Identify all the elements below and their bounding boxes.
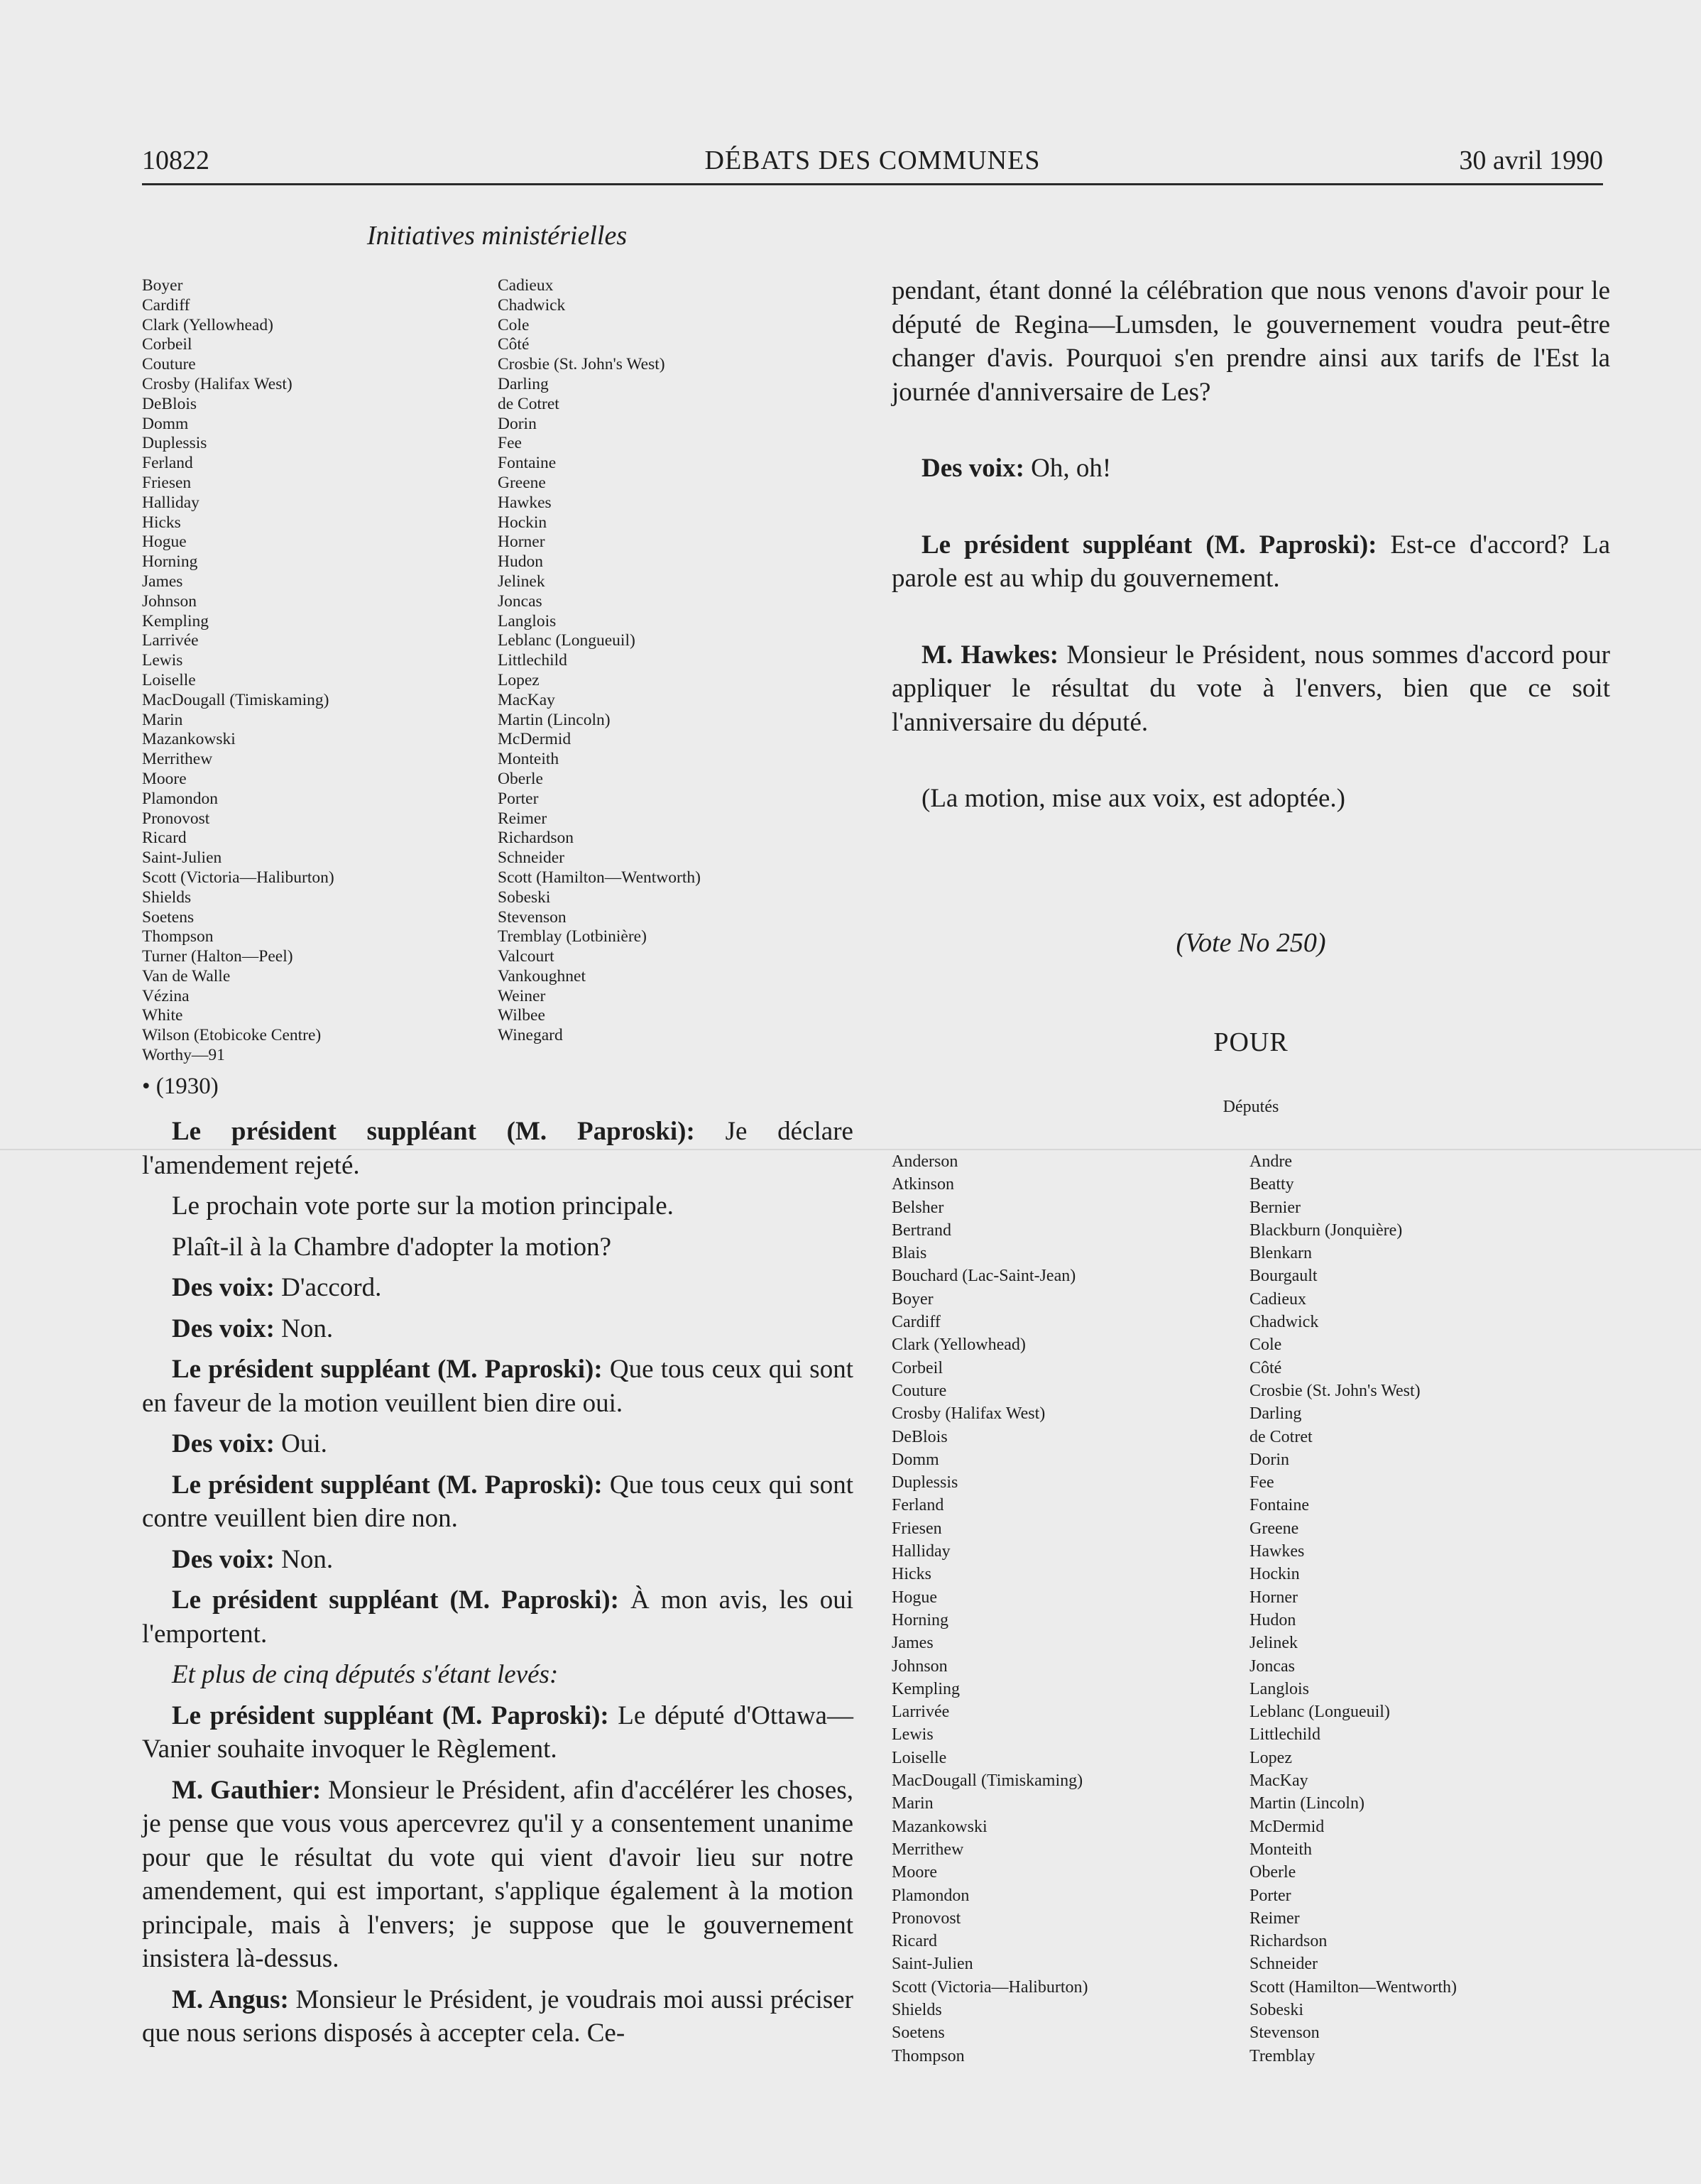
paragraph — [142, 1583, 853, 1651]
member-name: DeBlois — [892, 1427, 948, 1446]
paragraph — [892, 782, 1610, 816]
paragraph — [892, 638, 1610, 740]
section-title: Initiatives ministérielles — [366, 221, 628, 251]
member-name: Tremblay — [1249, 2046, 1316, 2065]
paragraph — [142, 1468, 853, 1536]
member-name: Greene — [498, 473, 546, 492]
member-name: Horner — [1249, 1588, 1298, 1607]
member-name: Langlois — [1249, 1679, 1309, 1698]
member-name: Martin (Lincoln) — [498, 710, 611, 729]
member-name: Crosby (Halifax West) — [142, 374, 292, 393]
member-name: Hudon — [498, 552, 543, 572]
member-name: Lopez — [498, 670, 540, 689]
member-name: Couture — [892, 1381, 947, 1400]
member-name: Oberle — [498, 769, 543, 788]
member-name: Larrivée — [142, 631, 199, 650]
member-name: Wilson (Etobicoke Centre) — [142, 1026, 322, 1045]
speaker-label: Des voix: — [172, 1429, 275, 1458]
member-name: Mazankowski — [892, 1817, 988, 1836]
member-name: Pronovost — [142, 809, 210, 828]
member-name: Ricard — [892, 1932, 937, 1951]
vote-sublabel: Députés — [1223, 1098, 1279, 1116]
member-name: Corbeil — [892, 1358, 943, 1377]
member-name: Larrivée — [892, 1703, 950, 1722]
member-name: Darling — [498, 374, 549, 393]
paragraph-text: Est-ce d'accord? La parole est au whip du gouvernement. — [892, 530, 1610, 593]
vote-number: (Vote No 250) — [1176, 928, 1326, 958]
paragraph-text: Je déclare l'amendement rejeté. — [142, 1117, 853, 1180]
paragraph-text: Plaît-il à la Chambre d'adopter la motion? — [172, 1232, 612, 1262]
paragraph-text: Oh, oh! — [1024, 454, 1112, 483]
member-name: DeBlois — [142, 394, 197, 413]
member-name: Marin — [142, 710, 183, 729]
speaker-label: M. Hawkes: — [921, 640, 1059, 670]
member-name: Littlechild — [498, 651, 567, 670]
paragraph-text: Non. — [274, 1544, 334, 1574]
member-name: Crosbie (St. John's West) — [498, 355, 665, 374]
member-name: Moore — [892, 1863, 937, 1882]
header-date: 30 avril 1990 — [1459, 146, 1603, 175]
member-name: James — [892, 1634, 934, 1653]
left-names-column-2 — [498, 276, 701, 1046]
speaker-label: Le président suppléant (M. Paproski): — [172, 1700, 609, 1730]
paragraph — [142, 1189, 853, 1223]
paragraph-text: Le député d'Ottawa—Vanier souhaite invoquer le Règlement. — [142, 1700, 853, 1764]
member-name: Schneider — [1249, 1955, 1318, 1974]
member-name: Winegard — [498, 1026, 563, 1045]
member-name: Beatty — [1249, 1175, 1294, 1194]
member-name: Bourgault — [1249, 1267, 1318, 1286]
member-name: Saint-Julien — [142, 848, 222, 868]
member-name: Cole — [1249, 1336, 1282, 1355]
member-name: Hockin — [1249, 1565, 1300, 1584]
member-name: Blais — [892, 1244, 927, 1263]
member-name: Blackburn (Jonquière) — [1249, 1221, 1403, 1240]
member-name: Boyer — [142, 276, 183, 295]
member-name: Soetens — [142, 907, 195, 927]
member-name: Valcourt — [498, 947, 554, 966]
paragraph-text: Et plus de cinq députés s'étant levés: — [172, 1660, 559, 1689]
member-name: Vézina — [142, 986, 190, 1005]
speaker-label: Le président suppléant (M. Paproski): — [921, 530, 1377, 559]
paragraph-text: (La motion, mise aux voix, est adoptée.) — [921, 784, 1345, 813]
member-name: Hawkes — [1249, 1542, 1305, 1561]
member-name: Andre — [1249, 1152, 1292, 1171]
member-name: Plamondon — [142, 789, 219, 808]
member-name: Moore — [142, 769, 187, 788]
member-name: Hogue — [142, 533, 187, 552]
member-name: Halliday — [142, 493, 199, 512]
paragraph — [142, 1427, 853, 1461]
page-header — [142, 145, 1603, 179]
member-name: Ricard — [142, 829, 187, 848]
member-name: Ferland — [142, 454, 193, 473]
member-name: Van de Walle — [142, 966, 231, 985]
member-name: Merrithew — [142, 750, 213, 769]
speaker-label: M. Gauthier: — [172, 1775, 322, 1805]
member-name: Tremblay (Lotbinière) — [498, 927, 647, 946]
member-name: Soetens — [892, 2024, 945, 2043]
member-name: Friesen — [142, 473, 192, 492]
paragraph — [142, 1983, 853, 2051]
running-title: DÉBATS DES COMMUNES — [704, 146, 1041, 175]
member-name: Plamondon — [892, 1886, 970, 1905]
member-name: Porter — [1249, 1886, 1291, 1905]
member-name: Reimer — [1249, 1909, 1300, 1928]
right-prose — [892, 274, 1610, 816]
member-name: Bouchard (Lac-Saint-Jean) — [892, 1267, 1076, 1286]
member-name: Mazankowski — [142, 730, 236, 749]
member-name: Leblanc (Longueuil) — [498, 631, 635, 650]
member-name: Bertrand — [892, 1221, 951, 1240]
paragraph — [892, 452, 1610, 486]
member-name: McDermid — [498, 730, 571, 749]
paragraph — [892, 274, 1610, 409]
member-name: MacDougall (Timiskaming) — [892, 1771, 1083, 1791]
member-name: Kempling — [142, 611, 209, 630]
member-name: Monteith — [498, 750, 559, 769]
member-name: Shields — [892, 2000, 942, 2019]
member-name: MacDougall (Timiskaming) — [142, 690, 329, 709]
paragraph — [892, 528, 1610, 596]
member-name: Couture — [142, 355, 196, 374]
member-name: Horner — [498, 533, 545, 552]
paragraph — [142, 1774, 853, 1976]
member-name: Marin — [892, 1794, 934, 1813]
member-name: Bernier — [1249, 1198, 1301, 1217]
speaker-label: Le président suppléant (M. Paproski): — [172, 1585, 619, 1615]
member-name: Reimer — [498, 809, 547, 828]
member-name: Chadwick — [1249, 1313, 1319, 1332]
paragraph-text: Monsieur le Président, je voudrais moi aussi préciser que nous serions disposés à accepter cela. Ce- — [142, 1984, 853, 2048]
member-name: Crosby (Halifax West) — [892, 1404, 1046, 1424]
member-name: Domm — [892, 1450, 939, 1469]
member-name: Hicks — [892, 1565, 931, 1584]
member-name: Hawkes — [498, 493, 552, 512]
member-name: Hockin — [498, 513, 547, 532]
member-name: Jelinek — [498, 572, 545, 591]
member-name: Vankoughnet — [498, 966, 586, 985]
paragraph-text: Oui. — [274, 1429, 327, 1458]
paragraph-text: Monsieur le Président, nous sommes d'accord pour appliquer le résultat du vote à l'envers, bien que ce soit l'anniversaire du député. — [892, 640, 1610, 737]
member-name: Atkinson — [892, 1175, 955, 1194]
paragraph-text: Le prochain vote porte sur la motion principale. — [172, 1191, 674, 1221]
member-name: Sobeski — [498, 888, 551, 907]
right-names-column-1 — [892, 1150, 1088, 2068]
member-name: Lewis — [142, 651, 183, 670]
member-name: Scott (Victoria—Haliburton) — [142, 868, 334, 887]
page-number: 10822 — [142, 146, 209, 175]
member-name: Joncas — [1249, 1656, 1295, 1676]
paragraph-text: pendant, étant donné la célébration que nous venons d'avoir pour le député de Regina—Lumsden, le gouvernement voudra peut-être changer d'avis. Pourquoi s'en prendre ainsi aux tarifs de l'Est la journée d'anniversaire de Les? — [892, 276, 1610, 407]
member-name: Langlois — [498, 611, 557, 630]
member-name: Thompson — [892, 2046, 965, 2065]
member-name: Richardson — [498, 829, 574, 848]
member-name: Turner (Halton—Peel) — [142, 947, 293, 966]
member-name: Hogue — [892, 1588, 937, 1607]
member-name: Merrithew — [892, 1840, 964, 1859]
paragraph-text: Que tous ceux qui sont en faveur de la motion veuillent bien dire oui. — [142, 1355, 853, 1418]
member-name: Shields — [142, 888, 192, 907]
member-name: Leblanc (Longueuil) — [1249, 1703, 1390, 1722]
member-name: White — [142, 1006, 183, 1025]
member-name: Wilbee — [498, 1006, 545, 1025]
member-name: Chadwick — [498, 295, 566, 315]
speaker-label: Le président suppléant (M. Paproski): — [172, 1117, 695, 1146]
paragraph — [142, 1312, 853, 1346]
member-name: Darling — [1249, 1404, 1302, 1424]
member-name: James — [142, 572, 183, 591]
header-rule — [142, 183, 1603, 185]
member-name: Fee — [1249, 1473, 1274, 1492]
paragraph — [142, 1543, 853, 1577]
member-name: Schneider — [498, 848, 564, 868]
member-name: McDermid — [1249, 1817, 1325, 1836]
member-name: Boyer — [892, 1289, 934, 1309]
member-name: Worthy—91 — [142, 1046, 225, 1065]
member-name: Loiselle — [892, 1748, 947, 1767]
member-name: Kempling — [892, 1679, 960, 1698]
member-name: Saint-Julien — [892, 1955, 973, 1974]
page-fold-line — [0, 1149, 1701, 1150]
left-prose — [142, 1115, 853, 2058]
member-name: Joncas — [498, 591, 542, 611]
member-name: Fee — [498, 434, 522, 453]
member-name: Richardson — [1249, 1932, 1328, 1951]
member-name: Scott (Hamilton—Wentworth) — [498, 868, 701, 887]
member-name: Corbeil — [142, 335, 192, 354]
speaker-label: Des voix: — [172, 1273, 275, 1302]
member-name: Lewis — [892, 1725, 934, 1745]
member-name: Halliday — [892, 1542, 951, 1561]
member-name: Ferland — [892, 1496, 944, 1515]
member-name: MacKay — [1249, 1771, 1308, 1791]
member-name: Loiselle — [142, 670, 196, 689]
member-name: Friesen — [892, 1519, 942, 1538]
member-name: Martin (Lincoln) — [1249, 1794, 1364, 1813]
time-marker: • (1930) — [142, 1074, 219, 1099]
left-names-column-1 — [142, 276, 334, 1066]
member-name: Johnson — [142, 591, 197, 611]
member-name: Weiner — [498, 986, 546, 1005]
speaker-label: Des voix: — [172, 1314, 275, 1343]
member-name: Dorin — [1249, 1450, 1289, 1469]
member-name: Anderson — [892, 1152, 958, 1171]
member-name: Crosbie (St. John's West) — [1249, 1381, 1421, 1400]
member-name: Blenkarn — [1249, 1244, 1312, 1263]
member-name: Jelinek — [1249, 1634, 1298, 1653]
member-name: de Cotret — [498, 394, 559, 413]
speaker-label: Le président suppléant (M. Paproski): — [172, 1470, 603, 1500]
member-name: Johnson — [892, 1656, 948, 1676]
member-name: Cole — [498, 315, 530, 334]
member-name: Oberle — [1249, 1863, 1296, 1882]
member-name: Littlechild — [1249, 1725, 1320, 1745]
paragraph-text: Monsieur le Président, afin d'accélérer les choses, je pense que vous vous apercevrez qu'il y a consentement unanime pour que le résultat du vote qui vient d'avoir lieu sur notre amendement, qui est important, s'applique également à la motion principale, mais à l'envers; je suppose que le gouvernement insistera là-dessus. — [142, 1775, 853, 1973]
vote-label: POUR — [1213, 1027, 1289, 1057]
paragraph-text: D'accord. — [274, 1273, 382, 1302]
member-name: Cardiff — [892, 1313, 941, 1332]
member-name: Dorin — [498, 414, 537, 433]
member-name: de Cotret — [1249, 1427, 1313, 1446]
member-name: Hicks — [142, 513, 181, 532]
member-name: Fontaine — [498, 454, 557, 473]
right-names-column-2 — [1249, 1150, 1457, 2068]
member-name: Cadieux — [498, 276, 554, 295]
member-name: Belsher — [892, 1198, 944, 1217]
paragraph — [142, 1353, 853, 1420]
member-name: Stevenson — [1249, 2024, 1320, 2043]
member-name: Stevenson — [498, 907, 567, 927]
member-name: Clark (Yellowhead) — [892, 1336, 1026, 1355]
paragraph — [142, 1271, 853, 1305]
member-name: Scott (Victoria—Haliburton) — [892, 1977, 1088, 1997]
member-name: Horning — [892, 1610, 948, 1629]
speaker-label: Le président suppléant (M. Paproski): — [172, 1355, 603, 1384]
member-name: Duplessis — [142, 434, 207, 453]
member-name: Côté — [498, 335, 530, 354]
member-name: Horning — [142, 552, 198, 572]
member-name: Porter — [498, 789, 539, 808]
member-name: Monteith — [1249, 1840, 1312, 1859]
paragraph-text: Que tous ceux qui sont contre veuillent bien dire non. — [142, 1470, 853, 1533]
member-name: Clark (Yellowhead) — [142, 315, 273, 334]
member-name: Cardiff — [142, 295, 190, 315]
member-name: Hudon — [1249, 1610, 1296, 1629]
paragraph — [142, 1230, 853, 1265]
paragraph — [142, 1658, 853, 1692]
member-name: Thompson — [142, 927, 214, 946]
member-name: Lopez — [1249, 1748, 1292, 1767]
member-name: Fontaine — [1249, 1496, 1309, 1515]
speaker-label: M. Angus: — [172, 1984, 289, 2014]
speaker-label: Des voix: — [921, 454, 1024, 483]
member-name: Sobeski — [1249, 2000, 1304, 2019]
member-name: Côté — [1249, 1358, 1282, 1377]
speaker-label: Des voix: — [172, 1544, 275, 1574]
member-name: Greene — [1249, 1519, 1299, 1538]
paragraph-text: Non. — [274, 1314, 334, 1343]
member-name: Pronovost — [892, 1909, 961, 1928]
paragraph — [142, 1699, 853, 1767]
member-name: Domm — [142, 414, 189, 433]
member-name: Duplessis — [892, 1473, 958, 1492]
paragraph-text: À mon avis, les oui l'emportent. — [142, 1585, 853, 1649]
member-name: MacKay — [498, 690, 555, 709]
member-name: Scott (Hamilton—Wentworth) — [1249, 1977, 1457, 1997]
member-name: Cadieux — [1249, 1289, 1306, 1309]
